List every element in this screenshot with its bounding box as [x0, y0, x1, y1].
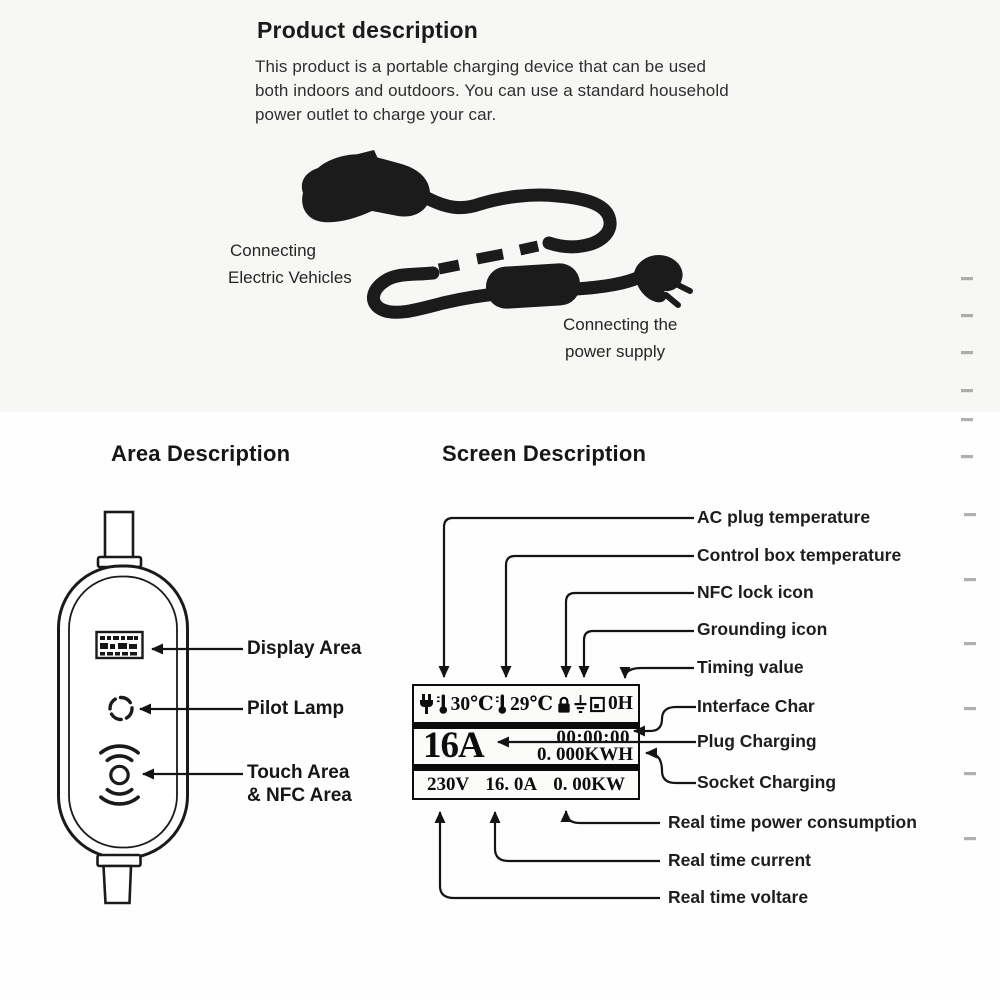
cable-stub-bottom — [104, 866, 132, 903]
interface-icon — [590, 696, 605, 713]
control-box-temp-line — [506, 556, 694, 677]
callout-socket-charging: Socket Charging — [697, 772, 837, 792]
product-description-line: both indoors and outdoors. You can use a standard household — [255, 81, 729, 100]
area-description-title: Area Description — [111, 441, 291, 466]
cable-dashes — [439, 246, 538, 269]
charging-timer-value: 00:00:00 — [556, 727, 630, 748]
control-box-illustration — [40, 500, 245, 910]
callout-grounding-icon: Grounding icon — [697, 619, 828, 639]
thermometer-icon — [437, 694, 448, 714]
lcd-measurements-row — [414, 771, 638, 799]
lcd-main-row — [414, 725, 638, 766]
current-value: 16. 0A — [485, 774, 538, 795]
energy-consumption-value: 0. 000KWH — [536, 744, 633, 765]
timing-value-line — [625, 668, 694, 678]
rt-current-line — [495, 812, 660, 861]
callout-control-box-temperature: Control box temperature — [697, 545, 902, 565]
display-area-label: Display Area — [247, 638, 362, 659]
power-connection-label: Connecting the — [563, 315, 678, 334]
callout-interface-char: Interface Char — [697, 696, 815, 716]
product-description-line: power outlet to charge your car. — [255, 105, 497, 124]
lcd-status-row — [414, 686, 638, 722]
charging-cable-illustration — [280, 148, 700, 373]
voltage-value: 230V — [427, 774, 470, 795]
rt-power-line — [566, 811, 660, 823]
touch-area-label: & NFC Area — [247, 785, 352, 806]
callout-nfc-lock-icon: NFC lock icon — [697, 582, 814, 602]
power-connection-label: power supply — [565, 342, 666, 361]
product-description-line: This product is a portable charging device that can be used — [255, 57, 707, 76]
socket-charging-line — [646, 753, 696, 783]
cable-upper — [427, 195, 610, 247]
product-title: Product description — [257, 17, 479, 43]
control-box-temperature-value: 29℃ — [510, 694, 553, 715]
pilot-lamp-label: Pilot Lamp — [247, 698, 345, 719]
nfc-lock-line — [566, 593, 694, 677]
current-limit-value: 16A — [423, 725, 484, 766]
rt-voltage-line — [440, 812, 660, 898]
ev-connector — [302, 154, 430, 222]
ev-connection-label: Electric Vehicles — [228, 268, 352, 287]
callout-plug-charging: Plug Charging — [697, 731, 817, 751]
ac-plug-temperature-value: 30℃ — [450, 694, 494, 715]
ac-plug-temp-line — [444, 518, 694, 677]
grounding-line — [584, 631, 694, 677]
cable-stub-top — [105, 512, 133, 559]
device-body-outline — [59, 566, 188, 858]
thermometer-icon — [496, 694, 507, 714]
nfc-lock-icon — [556, 695, 572, 714]
ac-plug-icon — [419, 694, 434, 714]
ev-connection-label: Connecting — [230, 241, 317, 260]
callout-real-time-current: Real time current — [668, 850, 811, 870]
power-value: 0. 00KW — [553, 774, 625, 795]
touch-area-dot — [111, 766, 128, 783]
callout-real-time-power: Real time power consumption — [668, 812, 917, 832]
callout-ac-plug-temperature: AC plug temperature — [697, 507, 871, 527]
screen-description-title: Screen Description — [442, 441, 647, 466]
lcd-screen — [412, 684, 640, 800]
touch-area-label: Touch Area — [247, 762, 350, 783]
timing-value: 0H — [608, 693, 633, 714]
callout-timing-value: Timing value — [697, 657, 804, 677]
grounding-icon — [574, 695, 587, 714]
collar-bottom — [98, 855, 141, 866]
callout-real-time-voltage: Real time voltare — [668, 887, 809, 907]
interface-char-line — [634, 707, 696, 731]
